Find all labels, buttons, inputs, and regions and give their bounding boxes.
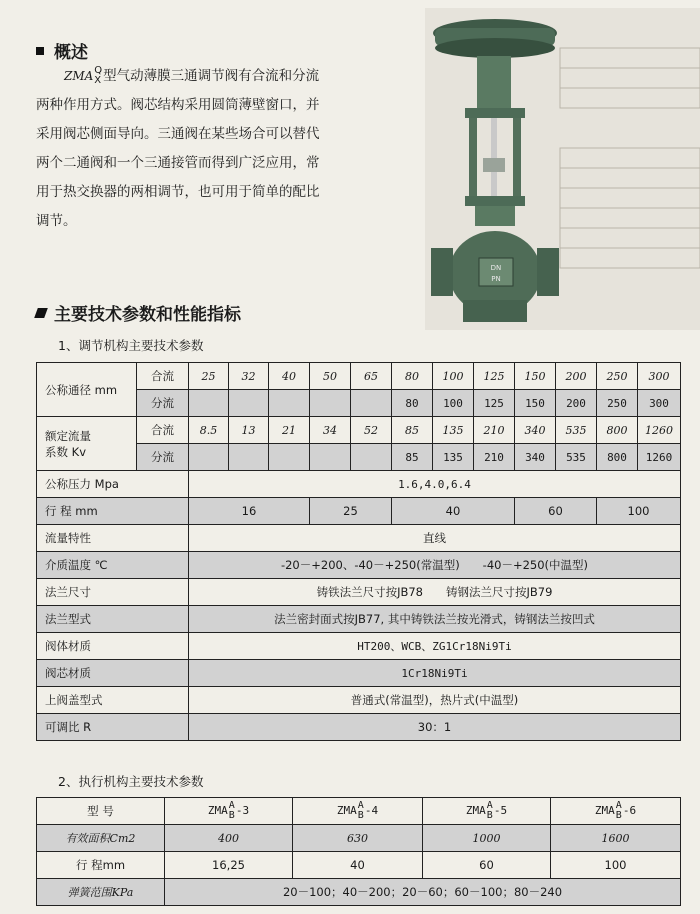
table-cell: [229, 390, 269, 417]
model-stack: [94, 66, 102, 86]
overview-heading: [36, 38, 88, 63]
table-cell: [310, 390, 351, 417]
svg-text:DN: DN: [490, 264, 502, 272]
row-label: 阀体材质: [37, 633, 189, 660]
kv-label-line1: 额定流量: [45, 428, 91, 443]
row-label: 可调比 R: [37, 714, 189, 741]
table-cell: 80: [392, 363, 433, 390]
table-cell: 25: [310, 498, 392, 525]
params-heading: [36, 300, 241, 325]
table-row: [37, 417, 681, 444]
row-label: 阀芯材质: [37, 660, 189, 687]
svg-text:PN: PN: [491, 275, 501, 283]
model-stack: [358, 801, 364, 821]
model-suffix: -6: [622, 804, 637, 817]
model-top: Q: [94, 65, 103, 76]
table-row: [37, 798, 681, 825]
table-row: [37, 498, 681, 525]
model-cell: [165, 798, 293, 825]
table-cell: 300: [638, 363, 681, 390]
table-row: [37, 825, 681, 852]
table-cell: 32: [229, 363, 269, 390]
model-prefix: ZMA: [594, 804, 615, 817]
table-cell: 340: [515, 417, 556, 444]
table-cell: 1260: [638, 444, 681, 471]
model-prefix: ZMA: [465, 804, 486, 817]
overview-line-6: 调节。: [36, 213, 77, 229]
table-cell: 200: [556, 390, 597, 417]
table-cell: 100: [551, 852, 681, 879]
row-label: 法兰型式: [37, 606, 189, 633]
table-row: [37, 606, 681, 633]
model-bottom: B: [228, 810, 235, 821]
table-row: [37, 660, 681, 687]
model-bottom: X: [94, 75, 102, 86]
subheading-regulator: 1、调节机构主要技术参数: [58, 338, 204, 353]
table-cell: 210: [474, 417, 515, 444]
table-cell: [351, 390, 392, 417]
table-cell: [189, 390, 229, 417]
model-suffix: -5: [493, 804, 508, 817]
table-cell: 21: [269, 417, 310, 444]
stroke-label: 行 程mm: [37, 852, 165, 879]
model-stack: [616, 801, 622, 821]
table-cell: 25: [189, 363, 229, 390]
row-label: 上阀盖型式: [37, 687, 189, 714]
table-cell: 535: [556, 417, 597, 444]
split-label: 分流: [137, 390, 189, 417]
overview-line-2: 两种作用方式。阀芯结构采用圆筒薄壁窗口，并: [36, 97, 320, 113]
table-cell: 210: [474, 444, 515, 471]
valve-illustration: [425, 8, 700, 330]
table-row: [37, 714, 681, 741]
table-cell: 60: [423, 852, 551, 879]
split-label: 分流: [137, 444, 189, 471]
table-cell: [310, 444, 351, 471]
stroke-label: 行 程 mm: [37, 498, 189, 525]
table-row: [37, 579, 681, 606]
table-cell: 125: [474, 363, 515, 390]
overview-line-text: 型气动薄膜三通调节阀有合流和分流: [103, 68, 320, 84]
table-cell: [269, 444, 310, 471]
table-cell: 340: [515, 444, 556, 471]
table-row: [37, 852, 681, 879]
table-cell: [189, 444, 229, 471]
table-cell: 65: [351, 363, 392, 390]
model-cell: [293, 798, 423, 825]
model-suffix: -4: [364, 804, 379, 817]
table-cell: 150: [515, 363, 556, 390]
merge-label: 合流: [137, 363, 189, 390]
table-cell: 1600: [551, 825, 681, 852]
table-cell: 250: [597, 363, 638, 390]
actuator-params-table: [36, 797, 681, 906]
overview-line-3: 采用阀芯侧面导向。三通阀在某些场合可以替代: [36, 126, 320, 142]
model-label: 型 号: [37, 798, 165, 825]
model-prefix: ZMA: [336, 804, 357, 817]
table-row: [37, 363, 681, 390]
table-row: [37, 525, 681, 552]
table-cell: 16: [189, 498, 310, 525]
table-cell: 85: [392, 417, 433, 444]
row-value: 铸铁法兰尺寸按JB78 铸钢法兰尺寸按JB79: [189, 579, 681, 606]
table-cell: 630: [293, 825, 423, 852]
model-prefix: ZMA: [64, 69, 94, 83]
row-label: 介质温度 ℃: [37, 552, 189, 579]
valve-photo: [425, 8, 700, 330]
table-cell: 400: [165, 825, 293, 852]
table-row: [37, 471, 681, 498]
pressure-value: 1.6,4.0,6.4: [189, 471, 681, 498]
model-top: A: [357, 800, 364, 811]
model-cell: [551, 798, 681, 825]
table-cell: 60: [515, 498, 597, 525]
table-cell: 8.5: [189, 417, 229, 444]
row-value: 法兰密封面式按JB77, 其中铸铁法兰按光滑式，铸钢法兰按凹式: [189, 606, 681, 633]
table-cell: 85: [392, 444, 433, 471]
overview-line-1: [36, 62, 381, 91]
table-cell: 135: [433, 417, 474, 444]
model-bottom: B: [615, 810, 622, 821]
table-cell: 800: [597, 444, 638, 471]
table-cell: [269, 390, 310, 417]
model-stack: [487, 801, 493, 821]
table-cell: 40: [293, 852, 423, 879]
table-cell: 100: [597, 498, 681, 525]
spring-value: 20－100；40－200；20－60；60－100；80－240: [165, 879, 681, 906]
table-row: [37, 687, 681, 714]
area-label: 有效面积Cm2: [37, 825, 165, 852]
table-cell: 52: [351, 417, 392, 444]
overview-title: 概述: [54, 43, 88, 63]
subheading-actuator: 2、执行机构主要技术参数: [58, 774, 204, 789]
overview-line-4: 两个二通阀和一个三通接管而得到广泛应用，常: [36, 155, 320, 171]
table-cell: 13: [229, 417, 269, 444]
model-cell: [423, 798, 551, 825]
row-value: 普通式(常温型)，热片式(中温型): [189, 687, 681, 714]
table-cell: 16,25: [165, 852, 293, 879]
row-label: 流量特性: [37, 525, 189, 552]
nominal-diameter-label: 公称通径 mm: [37, 363, 137, 417]
table-cell: 100: [433, 390, 474, 417]
model-stack: [229, 801, 235, 821]
model-bottom: B: [357, 810, 364, 821]
row-label: 法兰尺寸: [37, 579, 189, 606]
table-cell: 1260: [638, 417, 681, 444]
table-cell: 125: [474, 390, 515, 417]
overview-line-5: 用于热交换器的两相调节，也可用于简单的配比: [36, 184, 320, 200]
table-cell: 135: [433, 444, 474, 471]
table-row: [37, 633, 681, 660]
table-cell: 1000: [423, 825, 551, 852]
bullet-square-icon: [36, 47, 44, 55]
table-cell: 100: [433, 363, 474, 390]
regulator-params-table: [36, 362, 681, 741]
row-value: 30：1: [189, 714, 681, 741]
table-cell: 535: [556, 444, 597, 471]
spring-label: 弹簧范围KPa: [37, 879, 165, 906]
table-cell: 40: [269, 363, 310, 390]
table-cell: 34: [310, 417, 351, 444]
bullet-arrow-icon: [34, 308, 48, 318]
overview-paragraph: [36, 62, 381, 236]
pressure-label: 公称压力 Mpa: [37, 471, 189, 498]
table-cell: [229, 444, 269, 471]
table-cell: 150: [515, 390, 556, 417]
table-cell: 300: [638, 390, 681, 417]
table-cell: 40: [392, 498, 515, 525]
row-value: 1Cr18Ni9Ti: [189, 660, 681, 687]
model-prefix: ZMA: [207, 804, 228, 817]
table-cell: 200: [556, 363, 597, 390]
kv-label: [37, 417, 137, 471]
table-cell: 250: [597, 390, 638, 417]
table-row: [37, 879, 681, 906]
params-title: 主要技术参数和性能指标: [54, 305, 241, 325]
model-top: A: [615, 800, 622, 811]
model-bottom: B: [486, 810, 493, 821]
row-value: 直线: [189, 525, 681, 552]
kv-label-line2: 系数 Kv: [45, 444, 87, 459]
table-cell: 800: [597, 417, 638, 444]
table-cell: 80: [392, 390, 433, 417]
row-value: -20－+200、-40－+250(常温型) -40－+250(中温型): [189, 552, 681, 579]
table-cell: [351, 444, 392, 471]
table-row: [37, 552, 681, 579]
model-suffix: -3: [235, 804, 250, 817]
model-top: A: [228, 800, 235, 811]
merge-label: 合流: [137, 417, 189, 444]
model-top: A: [486, 800, 493, 811]
table-cell: 50: [310, 363, 351, 390]
row-value: HT200、WCB、ZG1Cr18Ni9Ti: [189, 633, 681, 660]
